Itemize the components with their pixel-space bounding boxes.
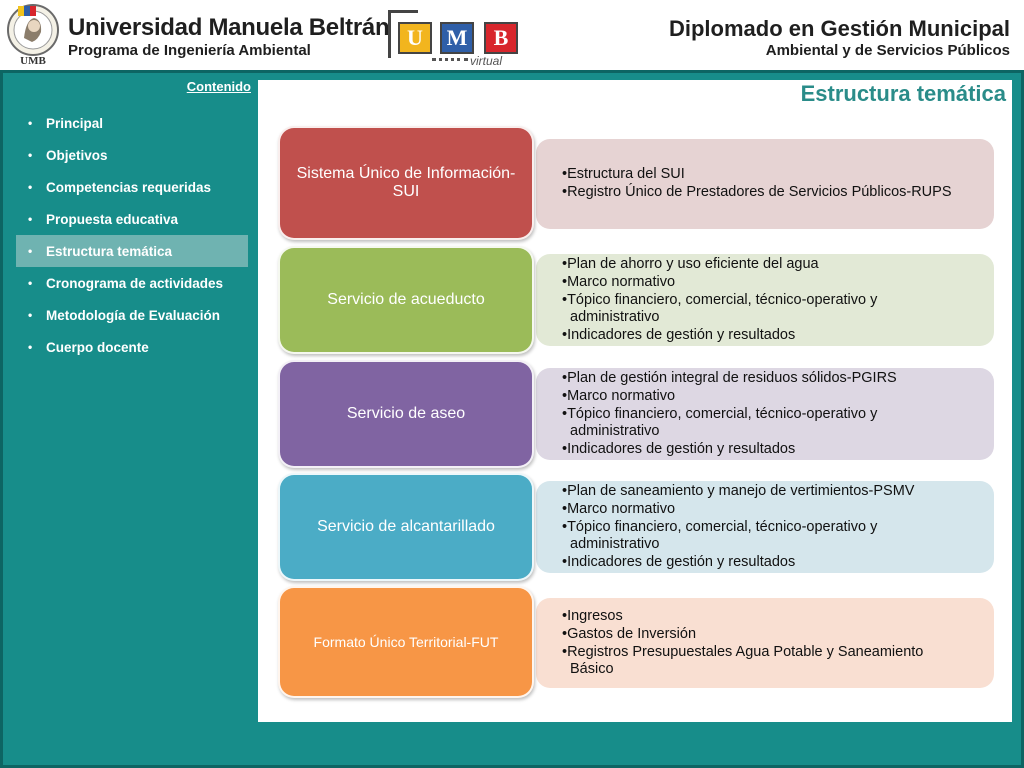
category-box: Servicio de aseo [278, 360, 534, 468]
topic-list-box [536, 368, 994, 460]
topic-list [562, 370, 970, 459]
seal-caption: UMB [20, 55, 46, 66]
sidebar-item-label: Principal [46, 115, 104, 131]
topic-row-alcantarillado [278, 473, 1000, 581]
sidebar-item-label: Cuerpo docente [46, 339, 149, 355]
topic-list-box [536, 598, 994, 688]
bullet-icon: • [28, 276, 33, 290]
sidebar-item-principal[interactable] [16, 107, 248, 139]
topic-item: • Tópico financiero, comercial, técnico-operativo y administrativo [562, 292, 970, 326]
topic-item: • Tópico financiero, comercial, técnico-operativo y administrativo [562, 406, 970, 440]
topic-item: • Plan de saneamiento y manejo de vertimientos-PSMV [562, 483, 970, 500]
topic-item: • Registros Presupuestales Agua Potable y Saneamiento Básico [562, 644, 970, 678]
topic-item: • Marco normativo [562, 274, 970, 291]
category-box: Servicio de acueducto [278, 246, 534, 354]
topic-list [562, 608, 970, 679]
logo-dots [432, 58, 468, 61]
topic-item: • Ingresos [562, 608, 970, 625]
topic-item: • Plan de ahorro y uso eficiente del agua [562, 256, 970, 273]
topic-row-fut [278, 586, 1000, 698]
page-title: Estructura temática [800, 81, 1006, 106]
topic-item: • Indicadores de gestión y resultados [562, 327, 970, 344]
header [0, 0, 1024, 70]
sidebar-item-metodologia[interactable] [16, 299, 248, 331]
topic-list [562, 166, 970, 202]
sidebar-item-propuesta[interactable] [16, 203, 248, 235]
topic-item: • Gastos de Inversión [562, 626, 970, 643]
program-name: Programa de Ingeniería Ambiental [68, 42, 311, 59]
sidebar [16, 75, 254, 355]
bullet-icon: • [28, 308, 33, 322]
sidebar-item-cuerpo-docente[interactable] [16, 331, 248, 363]
sidebar-item-label: Propuesta educativa [46, 211, 179, 227]
bullet-icon: • [28, 212, 33, 226]
topic-list-box [536, 254, 994, 346]
diploma-subtitle: Ambiental y de Servicios Públicos [765, 42, 1010, 59]
umb-virtual-logo [388, 8, 524, 68]
logo-caption: virtual [470, 54, 503, 68]
topic-item: • Marco normativo [562, 501, 970, 518]
topic-item: • Tópico financiero, comercial, técnico-operativo y administrativo [562, 519, 970, 553]
topic-list [562, 256, 970, 345]
bullet-icon: • [28, 180, 33, 194]
bullet-icon: • [28, 244, 33, 258]
category-box: Formato Único Territorial-FUT [278, 586, 534, 698]
bullet-icon: • [28, 340, 33, 354]
diploma-title: Diplomado en Gestión Municipal [668, 16, 1010, 41]
topic-item: • Registro Único de Prestadores de Servicios Públicos-RUPS [562, 184, 970, 201]
topic-item: • Plan de gestión integral de residuos sólidos-PGIRS [562, 370, 970, 387]
topic-list-box [536, 481, 994, 573]
topic-row-aseo [278, 360, 1000, 468]
logo-letter-m: M [440, 22, 474, 54]
bullet-icon: • [28, 116, 33, 130]
content-panel [258, 80, 1012, 722]
logo-letter-b: B [484, 22, 518, 54]
topic-item: • Indicadores de gestión y resultados [562, 554, 970, 571]
topic-row-sui [278, 126, 1000, 240]
sidebar-item-competencias[interactable] [16, 171, 248, 203]
category-box: Servicio de alcantarillado [278, 473, 534, 581]
sidebar-item-label: Objetivos [46, 147, 108, 163]
university-seal-icon [4, 2, 62, 66]
topic-item: • Marco normativo [562, 388, 970, 405]
sidebar-item-label: Estructura temática [46, 243, 173, 259]
sidebar-item-label: Metodología de Evaluación [46, 307, 221, 323]
bullet-icon: • [28, 148, 33, 162]
topic-list-box [536, 139, 994, 229]
topic-item: • Estructura del SUI [562, 166, 970, 183]
category-box: Sistema Único de Información-SUI [278, 126, 534, 240]
contents-link[interactable]: Contenido [186, 79, 251, 94]
sidebar-item-label: Cronograma de actividades [46, 275, 224, 291]
topic-row-acueducto [278, 246, 1000, 354]
university-name: Universidad Manuela Beltrán [68, 14, 390, 41]
sidebar-item-objetivos[interactable] [16, 139, 248, 171]
sidebar-item-cronograma[interactable] [16, 267, 248, 299]
sidebar-item-estructura[interactable] [16, 235, 248, 267]
topic-item: • Indicadores de gestión y resultados [562, 441, 970, 458]
sidebar-item-label: Competencias requeridas [46, 179, 212, 195]
sidebar-nav [16, 107, 248, 363]
logo-letter-u: U [398, 22, 432, 54]
topic-list [562, 483, 970, 572]
